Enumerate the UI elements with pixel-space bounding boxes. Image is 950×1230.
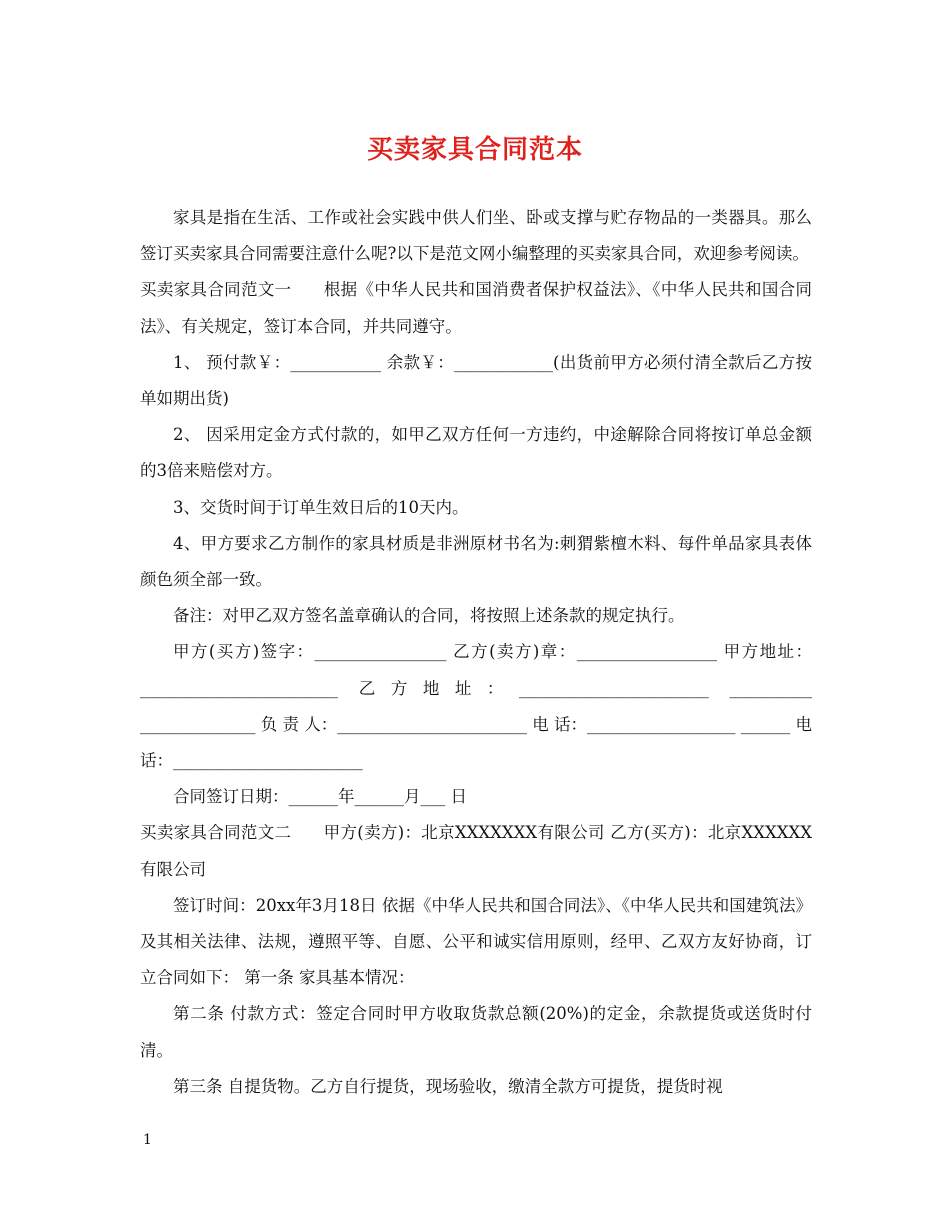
clause-item-3: 3、交货时间于订单生效日后的10天内。 (173, 497, 469, 517)
sign-time-paragraph: 签订时间：20xx年3月18日 依据《中华人民共和国合同法》、《中华人民共和国建筑法》及其相关法律、法规，遵照平等、自愿、公平和诚实信用原则，经甲、乙双方友好协商，订立合同如下： 第一条 家具基本情况： (140, 895, 812, 988)
remark-paragraph: 备注：对甲乙双方签名盖章确认的合同，将按照上述条款的规定执行。 (173, 606, 685, 626)
clause-item-2: 2、 因采用定金方式付款的，如甲乙双方任何一方违约，中途解除合同将按订单总金额的3倍来赔偿对方。 (140, 425, 812, 481)
clause-item-4: 4、甲方要求乙方制作的家具材质是非洲原材书名为:刺猬紫檀木料、每件单品家具表体颜色须全部一致。 (140, 533, 812, 590)
sign-date-line: 合同签订日期：______年______月___ 日 (173, 787, 467, 807)
intro-paragraph: 家具是指在生活、工作或社会实践中供人们坐、卧或支撑与贮存物品的一类器具。那么签订买卖家具合同需要注意什么呢?以下是范文网小编整理的买卖家具合同，欢迎参考阅读。 (140, 208, 812, 264)
sample-one-heading: 买卖家具合同范文一 (140, 280, 292, 300)
sample-one-text: 根据《中华人民共和国消费者保护权益法》、《中华人民共和国合同法》、有关规定，签订本合同，并共同遵守。 (140, 280, 813, 336)
page-number: 1 (143, 1132, 152, 1148)
sample-two-paragraph (140, 815, 812, 887)
sample-one-paragraph (140, 272, 812, 344)
article-two-paragraph: 第二条 付款方式：签定合同时甲方收取货款总额(20%)的定金，余款提货或送货时付清。 (140, 1004, 812, 1060)
sample-two-heading: 买卖家具合同范文二 (140, 823, 292, 843)
sample-two-text: 甲方(卖方)：北京XXXXXXX有限公司 乙方(买方)：北京XXXXXX有限公司 (140, 823, 812, 879)
signature-block: 甲方(买方)签字：________________ 乙方(卖方)章：_________________ 甲方地址：________________________ 乙方地址：_______________________ __________ ______________ 负 责 人：_______________________ 电 话：__________________ ______ 电 话：_______________________ (140, 642, 812, 771)
document-body (140, 200, 812, 1105)
document-title: 买卖家具合同范本 (366, 135, 583, 165)
article-three-paragraph: 第三条 自提货物。乙方自行提货，现场验收，缴清全款方可提货，提货时视 (173, 1076, 723, 1096)
clause-item-1: 1、 预付款￥：___________ 余款￥：____________(出货前甲方必须付清全款后乙方按单如期出货) (140, 352, 812, 409)
